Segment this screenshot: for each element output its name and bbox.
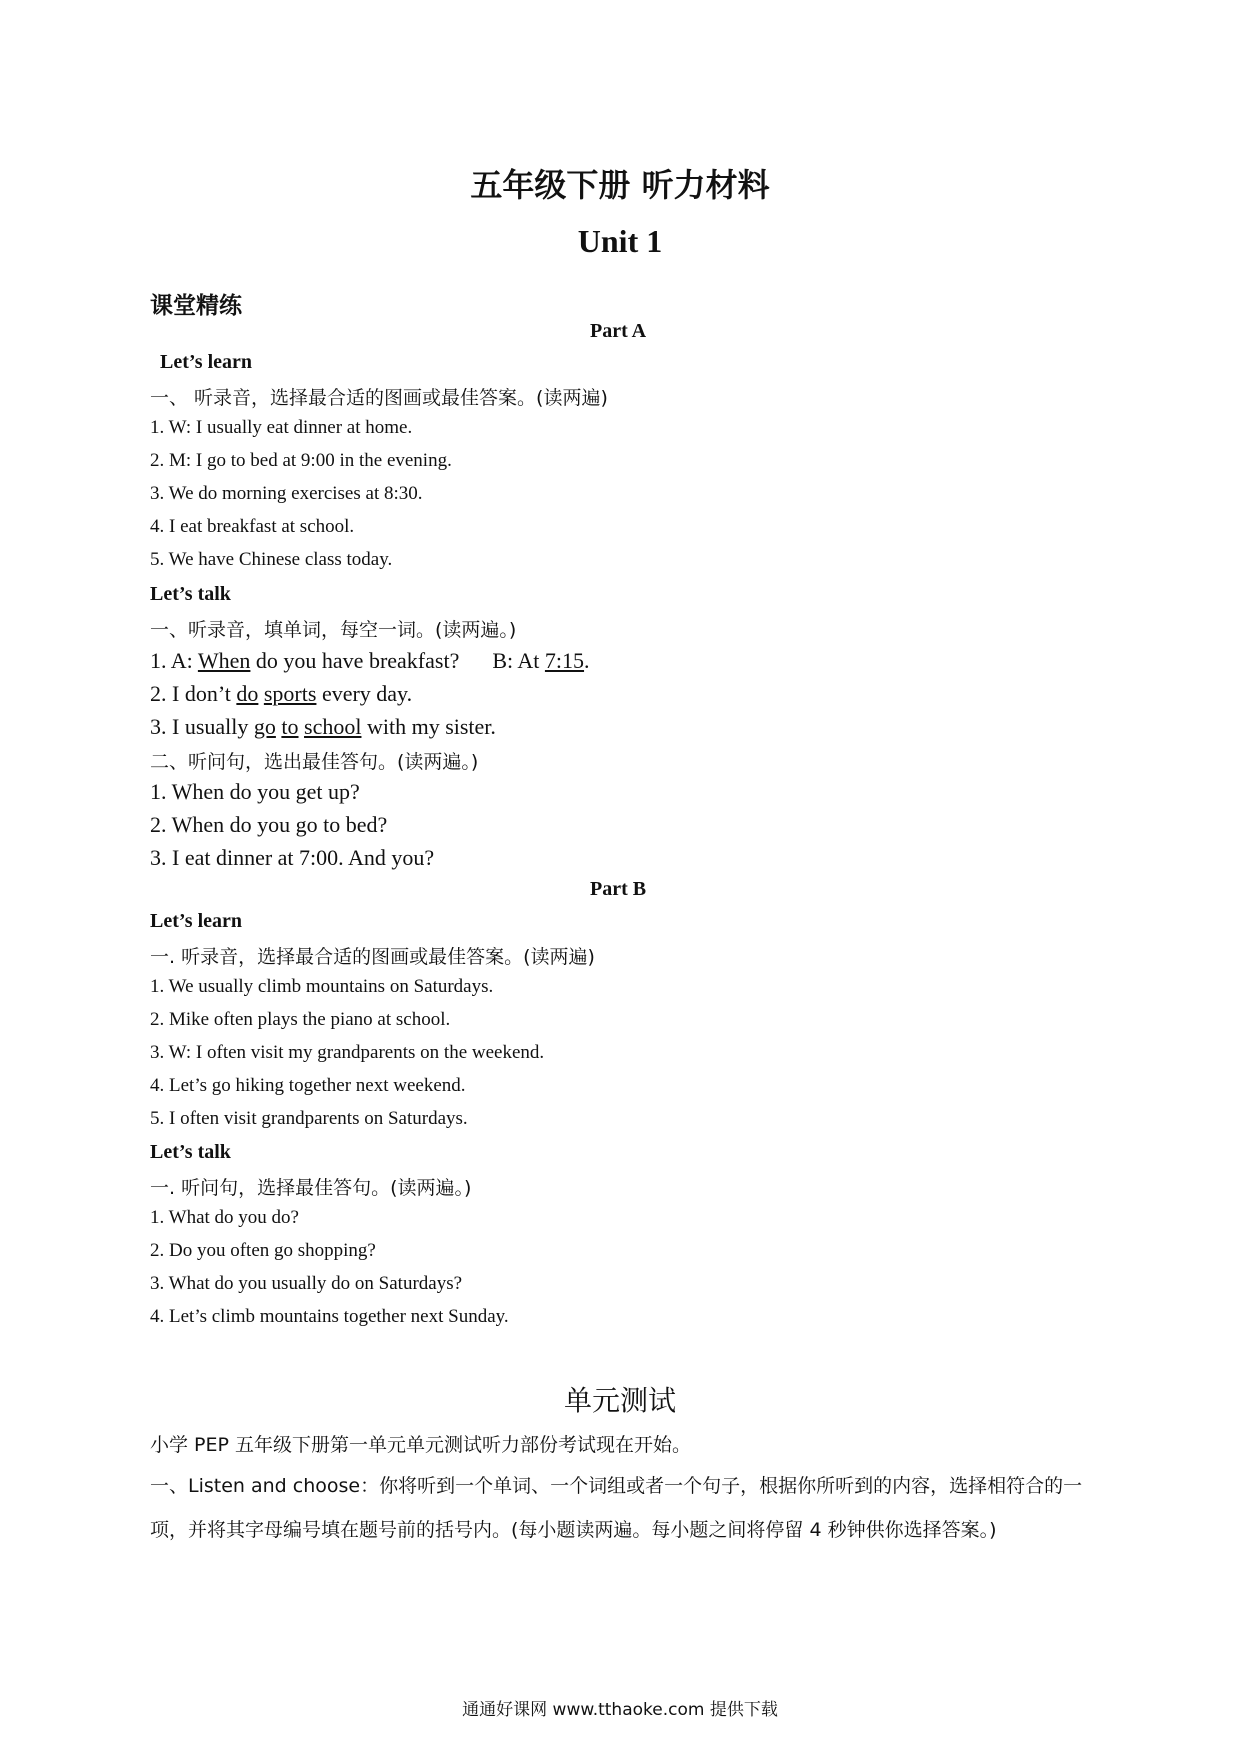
unit-test-heading: 单元测试 bbox=[563, 1384, 676, 1417]
fill-text: 2. I don’t bbox=[150, 681, 237, 706]
fill-text: do you have breakfast? B: At bbox=[250, 648, 545, 673]
list-item: 4. Let’s climb mountains together next Sunday. bbox=[150, 1306, 509, 1327]
fill-text: . bbox=[584, 648, 590, 673]
fill-answer: do bbox=[236, 681, 259, 706]
part-b-talk-instruction: 一. 听问句，选择最佳答句。(读两遍。) bbox=[150, 1177, 472, 1199]
fill-line-3 bbox=[150, 714, 496, 740]
list-item: 4. I eat breakfast at school. bbox=[150, 516, 355, 537]
part-a-talk-heading: Let’s talk bbox=[150, 583, 231, 605]
fill-answer: to bbox=[281, 714, 299, 739]
list-item: 2. Do you often go shopping? bbox=[150, 1240, 376, 1261]
unit-title: Unit 1 bbox=[577, 223, 663, 259]
unit-test-intro: 小学 PEP 五年级下册第一单元单元测试听力部份考试现在开始。 bbox=[150, 1434, 692, 1456]
part-a-learn-instruction: 一、 听录音，选择最合适的图画或最佳答案。(读两遍) bbox=[150, 387, 608, 409]
list-item: 1. We usually climb mountains on Saturdays. bbox=[150, 976, 494, 997]
part-b-talk-heading: Let’s talk bbox=[150, 1141, 231, 1163]
list-item: 4. Let’s go hiking together next weekend. bbox=[150, 1075, 466, 1096]
fill-answer: sports bbox=[263, 681, 317, 706]
list-item: 3. I eat dinner at 7:00. And you? bbox=[150, 845, 435, 870]
part-a-talk-instruction-1: 一、听录音，填单词，每空一词。(读两遍。) bbox=[150, 619, 517, 641]
fill-answer: school bbox=[304, 714, 362, 739]
fill-text: 3. I usually bbox=[150, 714, 254, 739]
fill-text: every day. bbox=[316, 681, 413, 706]
list-item: 1. What do you do? bbox=[150, 1207, 299, 1228]
section-heading-classroom-practice: 课堂精练 bbox=[150, 293, 242, 319]
list-item: 3. W: I often visit my grandparents on the weekend. bbox=[150, 1042, 545, 1063]
part-b-label: Part B bbox=[590, 878, 647, 900]
fill-answer: When bbox=[197, 648, 251, 673]
fill-answer: go bbox=[253, 714, 276, 739]
part-a-talk-instruction-2: 二、听问句，选出最佳答句。(读两遍。) bbox=[150, 751, 479, 773]
list-item: 5. We have Chinese class today. bbox=[150, 549, 393, 570]
list-item: 1. W: I usually eat dinner at home. bbox=[150, 417, 413, 438]
list-item: 5. I often visit grandparents on Saturdays. bbox=[150, 1108, 468, 1129]
fill-line-1 bbox=[150, 648, 590, 674]
document-title: 五年级下册 听力材料 bbox=[470, 166, 770, 204]
part-b-learn-instruction: 一. 听录音，选择最合适的图画或最佳答案。(读两遍) bbox=[150, 946, 595, 968]
part-b-learn-heading: Let’s learn bbox=[150, 910, 243, 932]
list-item: 2. M: I go to bed at 9:00 in the evening. bbox=[150, 450, 452, 471]
part-a-label: Part A bbox=[590, 320, 647, 342]
fill-answer: 7:15 bbox=[544, 648, 585, 673]
fill-line-2 bbox=[150, 681, 412, 707]
page-footer: 通通好课网 www.tthaoke.com 提供下载 bbox=[462, 1700, 778, 1720]
list-item: 2. When do you go to bed? bbox=[150, 812, 388, 837]
list-item: 3. What do you usually do on Saturdays? bbox=[150, 1273, 463, 1294]
unit-test-task: 一、Listen and choose：你将听到一个单词、一个词组或者一个句子，根据你所听到的内容，选择相符合的一项，并将其字母编号填在题号前的括号内。(每小题读两遍。每小题之间将停留 4 秒钟供你选择答案。) bbox=[150, 1475, 1083, 1541]
list-item: 1. When do you get up? bbox=[150, 779, 360, 804]
part-a-learn-heading: Let’s learn bbox=[160, 351, 253, 373]
list-item: 3. We do morning exercises at 8:30. bbox=[150, 483, 423, 504]
fill-text: 1. A: bbox=[150, 648, 198, 673]
fill-text: with my sister. bbox=[361, 714, 496, 739]
list-item: 2. Mike often plays the piano at school. bbox=[150, 1009, 451, 1030]
